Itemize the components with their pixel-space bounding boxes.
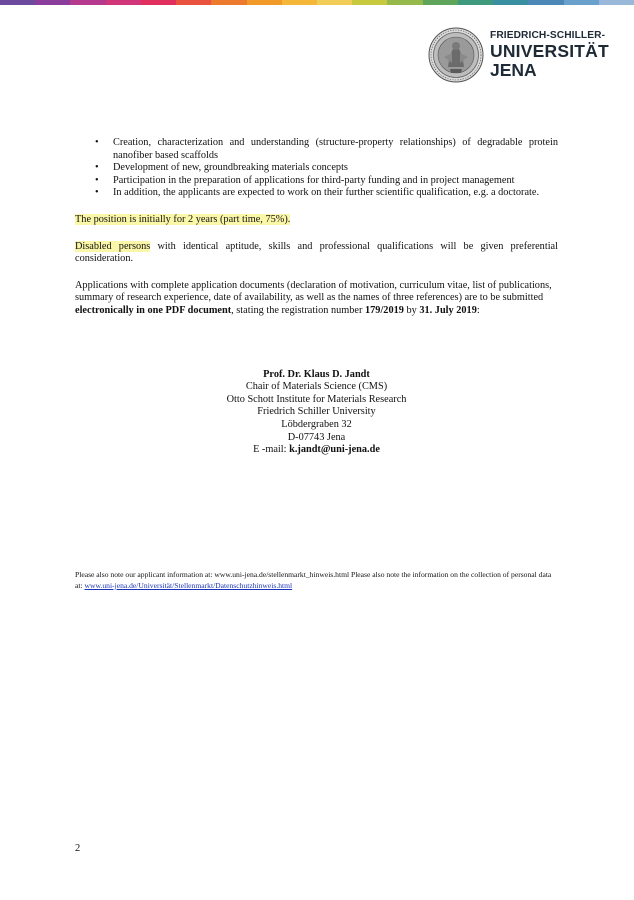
deadline-date: 31. July 2019 [419,304,477,316]
position-duration-paragraph [75,214,558,227]
applications-text-3: by [403,304,420,316]
stripe-segment [387,0,422,5]
stripe-segment [106,0,141,5]
university-seal-icon [428,27,484,83]
page-number: 2 [75,843,81,854]
bullet-icon: • [95,187,99,199]
disabled-persons-text: with identical aptitude, skills and professional qualifications will be given preferential consideration. [75,240,558,265]
disabled-persons-paragraph [75,241,558,266]
list-item [75,137,558,162]
note-text: Please also note our applicant information at: www.uni-jena.de/stellenmarkt_hinweis.html Please also note the information on the collection of personal data at: [75,570,552,590]
list-item-text: Participation in the preparation of applications for third-party funding and in project management [113,174,515,186]
contact-email[interactable]: k.jandt@uni-jena.de [289,444,380,456]
stripe-segment [599,0,634,5]
stripe-segment [493,0,528,5]
stripe-segment [423,0,458,5]
wordmark-line-1: FRIEDRICH-SCHILLER- [490,29,606,41]
university-logo [428,24,618,86]
contact-email-line [75,444,558,457]
applications-paragraph [75,280,558,318]
stripe-segment [141,0,176,5]
contact-name: Prof. Dr. Klaus D. Jandt [263,368,370,380]
list-item [75,187,558,200]
privacy-link[interactable]: www.uni-jena.de/Universität/Stellenmarkt/Datenschutzhinweis.html [84,581,293,590]
wordmark-line-3: JENA [490,59,537,80]
main-content [75,137,558,457]
contact-university: Friedrich Schiller University [257,406,376,418]
list-item [75,175,558,188]
applications-text-4: : [476,304,480,316]
contact-institute: Otto Schott Institute for Materials Research [226,393,407,405]
stripe-segment [0,0,35,5]
applications-format: electronically in one PDF document [75,304,232,316]
stripe-segment [564,0,599,5]
stripe-segment [458,0,493,5]
stripe-segment [352,0,387,5]
disabled-persons-highlight: Disabled persons [75,240,151,252]
stripe-segment [282,0,317,5]
contact-city: D-07743 Jena [287,431,346,443]
stripe-segment [317,0,352,5]
stripe-segment [528,0,563,5]
contact-email-label: E -mail: [253,444,290,456]
task-list [75,137,558,200]
stripe-segment [247,0,282,5]
stripe-segment [211,0,246,5]
bullet-icon: • [95,137,99,148]
applications-text-2: , stating the registration number [231,304,365,316]
applications-text-1: Applications with complete application documents (declaration of motivation, curriculum vitae, list of publications, summary of research experience, date of availability, as well as the names of three references) are to be submitted [75,279,552,304]
stripe-segment [35,0,70,5]
contact-block [75,369,558,457]
list-item-text: Development of new, groundbreaking materials concepts [113,162,348,174]
university-wordmark [490,31,609,79]
bullet-icon: • [95,162,99,174]
list-item [75,162,558,175]
list-item-text: In addition, the applicants are expected to work on their further scientific qualification, e.g. a doctorate. [113,187,540,199]
position-duration-text: The position is initially for 2 years (part time, 75%). [75,213,291,225]
contact-street: Löbdergraben 32 [281,418,352,430]
stripe-segment [176,0,211,5]
stripe-segment [70,0,105,5]
registration-number: 179/2019 [365,304,404,316]
list-item-text: Creation, characterization and understanding (structure-property relationships) of degradable protein nanofiber based scaffolds [113,137,558,161]
applicant-information-note [75,569,560,591]
contact-chair: Chair of Materials Science (CMS) [245,381,388,393]
color-stripe [0,0,634,5]
bullet-icon: • [95,174,99,186]
wordmark-line-2: UNIVERSITÄT [490,41,609,62]
